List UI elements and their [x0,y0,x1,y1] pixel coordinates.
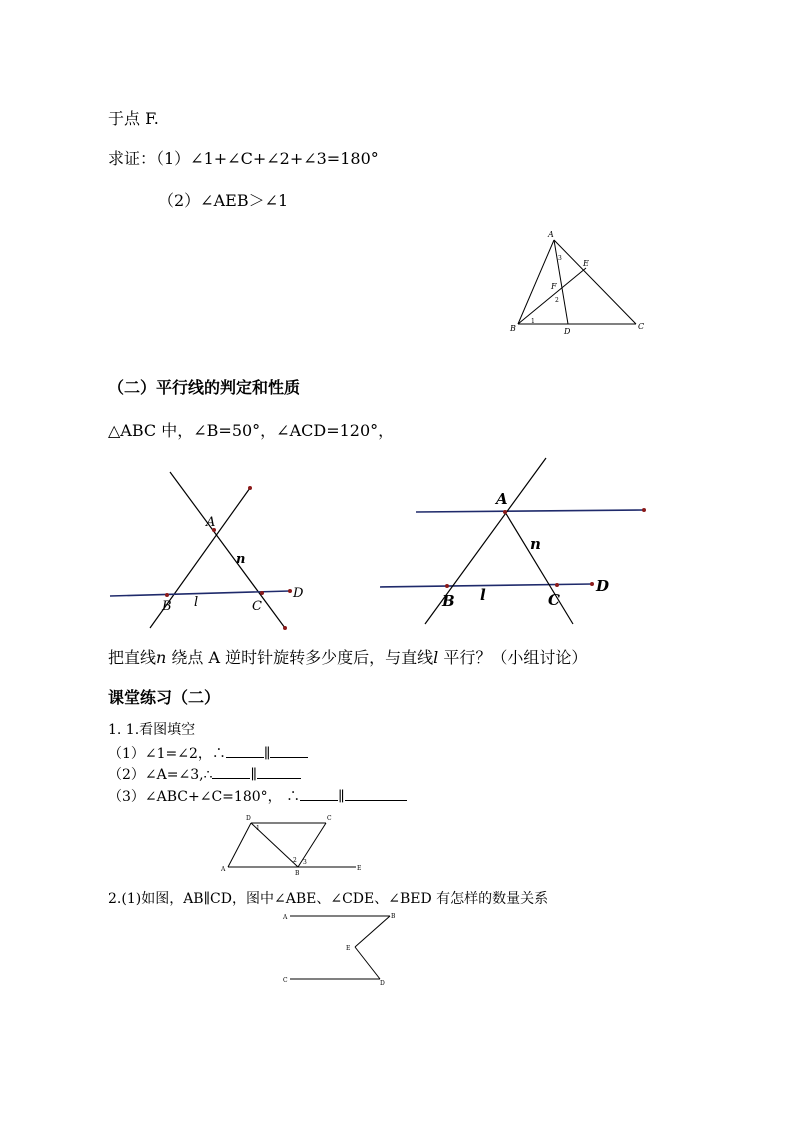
fig2-label-b: B [162,599,172,614]
fig1-label-f: F [551,282,557,291]
fig5-label-c: C [283,977,288,984]
q1-b-text: （2）∠A=∠3,∴ [108,767,213,783]
fig1-label-c: C [638,322,645,331]
fig1-angle-1: 1 [531,318,535,325]
question-n: n [156,648,167,667]
q1-a-text: （1）∠1=∠2，∴ [108,746,226,762]
q1-b-parallel: ∥ [250,767,257,783]
fig1-angle-2: 2 [555,297,559,304]
fig3-label-c: C [548,591,560,609]
fig4-angle-3: 3 [303,859,307,866]
fig1-label-e: E [583,259,589,268]
fig3-label-b: B [442,592,455,610]
fig1-label-b: B [510,324,516,333]
question-l: l [433,648,439,667]
fig5-label-d: D [380,980,385,987]
practice-q2: 2.(1)如图，AB∥CD，图中∠ABE、∠CDE、∠BED 有怎样的数量关系 [108,891,549,907]
practice-heading: 课堂练习（二） [108,688,221,707]
practice-q1-title: 1. 1.看图填空 [108,722,196,738]
fig5-label-b: B [391,913,396,920]
fig2-label-c: C [252,599,262,614]
question-mid: 绕点 A 逆时针旋转多少度后，与直线 [166,648,434,667]
fig5-label-e: E [346,945,351,952]
question-post: 平行？（小组讨论） [438,648,588,667]
fig4-label-c: C [327,815,332,822]
fig4-label-b: B [295,870,300,877]
fig4-angle-1: 1 [256,825,260,832]
q1-a-parallel: ∥ [263,746,271,762]
fig3-label-l: l [480,586,486,604]
section-2-given: △ABC 中，∠B=50°，∠ACD=120°， [108,421,395,440]
fig2-label-n: n [236,552,246,567]
fig1-label-a: A [548,230,554,239]
fig1-angle-3: 3 [558,255,562,262]
fig4-label-a: A [221,866,226,873]
fig2-label-a: A [206,515,216,530]
fig2-label-l: l [194,595,199,610]
intro-line-2: 求证：（1）∠1+∠C+∠2+∠3=180° [108,149,379,168]
fig2-label-d: D [293,586,304,601]
question-pre: 把直线 [108,648,157,667]
q1-c-parallel: ∥ [338,789,345,805]
fig1-label-d: D [564,327,571,336]
fig3-label-n: n [530,535,541,553]
fig4-label-d: D [246,815,251,822]
fig4-label-e: E [357,865,362,872]
fig3-label-d: D [596,577,610,595]
section-2-heading: （二）平行线的判定和性质 [108,378,301,397]
q1-c-text: （3）∠ABC+∠C=180°， ∴ [108,789,301,805]
intro-line-3: （2）∠AEB＞∠1 [158,191,289,210]
fig3-label-a: A [496,490,508,508]
intro-line-1: 于点 F. [108,109,159,128]
fig4-angle-2: 2 [293,857,297,864]
fig5-label-a: A [283,914,288,921]
